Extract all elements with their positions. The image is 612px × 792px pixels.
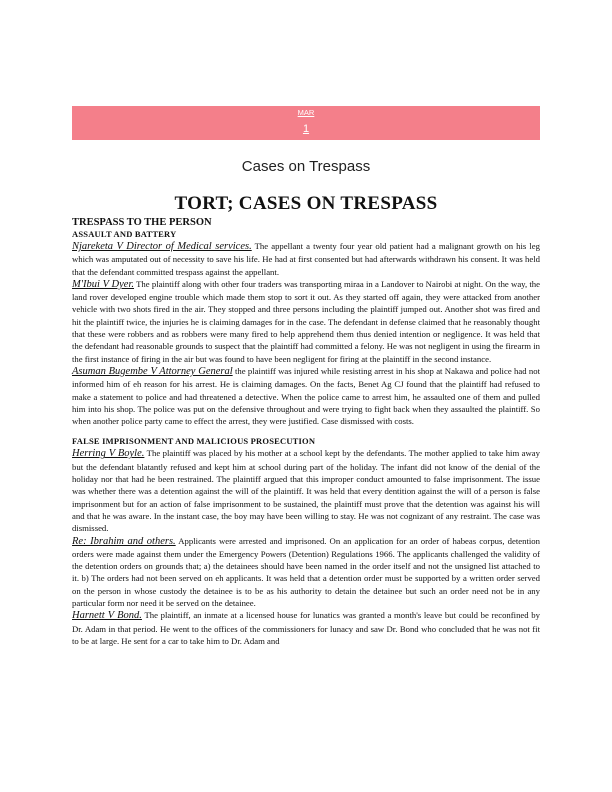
case-paragraph xyxy=(72,278,540,365)
case-paragraph xyxy=(72,365,540,427)
case-text: The plaintiff was placed by his mother at a school kept by the defendants. The mother applied to take him away but the defendant blatantly refused and kept him at school during part of the holiday. The infant did not know of the denial of the holiday nor that had he been restrained. The plaintiff argued that this improper conduct amounted to false imprisonment. The issue was whether there was a detention against the will of the plaintiff. It was held that every dentition against the will of a person is false imprisonment but for an action of false imprisonment to be sustained, the plaintiff must prove that the detention was against his will and that he was aware. In the instant case, the boy may have been willing to stay. He was not cognizant of any restraint. The case was dismissed. xyxy=(72,448,540,534)
date-month[interactable]: MAR xyxy=(297,108,315,117)
case-paragraph xyxy=(72,447,540,534)
case-paragraph xyxy=(72,609,540,647)
case-text: The plaintiff along with other four traders was transporting miraa in a Landover to Nairobi at night. On the way, the land rover developed engine trouble which made them stop to sort it out. As they started off again, they were attacked from another vehicle with two shots fired in the air. They stopped and three persons including the plaintiff jumped out. Another shot was fired and hit the plaintiff twice, the injuries he is claiming damages for in the case. The defendant in defense claimed that he reasonably thought that these were robbers and as robbers were many fired to help apprehend them thus denied intention or negligence. It was held that the defendant had reasonable grounds to suspect that the plaintiff had committed a felony. He was not negligent in using the firearm in the first instance of firing in the air but was found to have been negligent for firing at the plaintiff in the second instance. xyxy=(72,278,540,364)
document-subtitle: Cases on Trespass xyxy=(241,158,371,175)
case-text: The plaintiff, an inmate at a licensed house for lunatics was granted a month's leave but could be reconfined by Dr. Adam in that period. He went to the offices of the commissioners for lunacy and saw Dr. Bond who concluded that he was not fit to be at large. He sent for a car to take him to Dr. Adam and xyxy=(72,610,540,646)
date-day[interactable]: 1 xyxy=(302,123,310,135)
section-heading: TRESPASS TO THE PERSON xyxy=(72,217,212,228)
case-paragraph xyxy=(72,240,540,278)
subsection-heading-false-imprisonment: FALSE IMPRISONMENT AND MALICIOUS PROSECUTION xyxy=(72,436,316,447)
subsection-heading-assault: ASSAULT AND BATTERY xyxy=(72,229,177,239)
case-text: Applicants were arrested and imprisoned. On an application for an order of habeas corpus, detention orders were made against them under the Emergency Powers (Detention) Regulations 1966. The applicants challenged the validity of the detention orders on grounds that; a) the detainees should have been named in the order itself and not the unsigned list attached to it. b) The orders had not been served on eh applicants. It was held that a detention order must be supported by a written order served on the person in whose custody the detainee is to be as his authority to detain the detainee but such an order need not be in any particular form nor need it be served on the detainee. xyxy=(72,535,540,609)
date-banner xyxy=(72,106,540,140)
case-name: Herring V Boyle. xyxy=(72,448,145,460)
case-paragraph xyxy=(72,535,540,610)
case-name: Asuman Bugembe V Attorney General xyxy=(72,365,233,377)
document-body xyxy=(72,216,540,647)
case-name: M'Ibui V Dyer. xyxy=(72,278,135,290)
case-name: Re: Ibrahim and others. xyxy=(72,535,176,547)
document-title: TORT; CASES ON TRESPASS xyxy=(174,193,438,214)
case-name: Harnett V Bond. xyxy=(72,610,142,622)
case-name: Njareketa V Director of Medical services. xyxy=(72,241,252,252)
case-text: the plaintiff was injured while resisting arrest in his shop at Nakawa and police had not informed him of eh reason for his arrest. He is claiming damages. On the facts, Benet Ag CJ found that the plaintiff had refused to make a statement to police and had threatened a detective. When the police came to arrest him, he assaulted one of them and pulled him into his shop. The police was put on the defensive throughout and were trying to fight back when they assaulted the plaintiff. So when another police party came to effect the arrest, they were justified. Case dismissed with costs. xyxy=(72,365,540,427)
case-text: The appellant a twenty four year old patient had a malignant growth on his leg which was amputated out of necessity to save his life. He had at first consented but had afterwards withdrawn his consent. It was held that the defendant committed trespass against the appellant. xyxy=(72,241,540,277)
